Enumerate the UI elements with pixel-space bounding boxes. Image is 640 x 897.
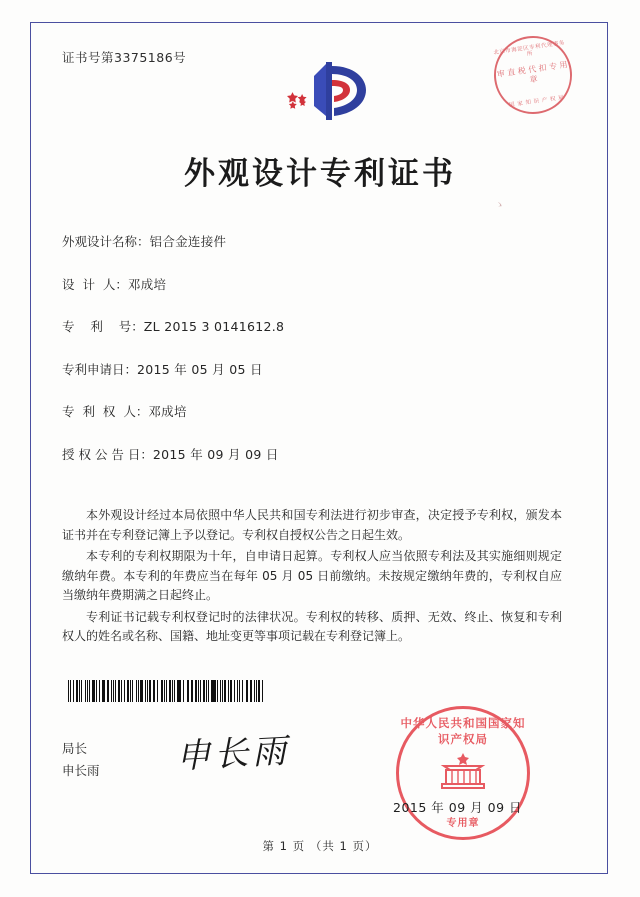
field-value: 铝合金连接件 xyxy=(149,234,227,249)
paragraph-2: 本专利的专利权期限为十年，自申请日起算。专利权人应当依照专利法及其实施细则规定缴纳年费。本专利的年费应当在每年 05 月 05 日前缴纳。未按规定缴纳年费的，专利权自应当缴纳年费期满之日起终止。 xyxy=(62,549,562,602)
agency-stamp-ring-text: 北京市海淀区专利代理事务所 xyxy=(493,40,566,58)
legal-text-block xyxy=(62,506,562,649)
national-stamp xyxy=(396,706,530,840)
field-label: 授 权 公 告 日： xyxy=(62,446,153,462)
agency-stamp-mid-text: 审 直 税 代 扣 专 用 章 xyxy=(496,60,569,85)
signature-labels xyxy=(62,738,100,782)
sipo-logo-icon xyxy=(276,58,372,130)
field-application-date xyxy=(62,360,562,378)
certificate-number: 证书号第3375186号 xyxy=(62,50,187,65)
paragraph-1: 本外观设计经过本局依照中华人民共和国专利法进行初步审查，决定授予专利权，颁发本证书并在专利登记簿上予以登记。专利权自授权公告之日起生效。 xyxy=(62,508,562,542)
field-patentee xyxy=(62,402,562,420)
field-value: 邓成培 xyxy=(148,404,187,419)
national-stamp-top-text: 中华人民共和国国家知识产权局 xyxy=(400,716,526,746)
national-emblem-icon xyxy=(436,750,490,796)
page-footer: 第 1 页 （共 1 页） xyxy=(262,839,378,853)
field-label: 专 利 号： xyxy=(62,319,144,334)
field-grant-announcement-date xyxy=(62,445,562,463)
director-name-label: 申长雨 xyxy=(62,763,100,778)
field-label: 专利申请日： xyxy=(62,361,138,377)
field-value: ZL 2015 3 0141612.8 xyxy=(143,319,285,334)
handwritten-signature: 申长雨 xyxy=(175,731,292,777)
stamp-date: 2015 年 09 月 09 日 xyxy=(393,800,522,815)
field-designer xyxy=(62,275,562,293)
barcode xyxy=(68,680,264,702)
national-stamp-bottom-text: 专用章 xyxy=(446,818,480,829)
fields-list xyxy=(62,232,562,487)
field-label: 专 利 权 人： xyxy=(62,404,149,419)
page-title: 外观设计专利证书 xyxy=(184,156,456,192)
ink-smudge: ゝ xyxy=(494,198,505,211)
field-value: 邓成培 xyxy=(127,276,167,292)
field-value: 2015 年 09 月 09 日 xyxy=(152,446,279,462)
director-title-label: 局长 xyxy=(62,741,88,756)
paragraph-3: 专利证书记载专利权登记时的法律状况。专利权的转移、质押、无效、终止、恢复和专利权人的姓名或名称、国籍、地址变更等事项记载在专利登记簿上。 xyxy=(62,609,562,643)
field-label: 设 计 人： xyxy=(62,276,128,292)
field-label: 外观设计名称： xyxy=(62,234,150,249)
field-value: 2015 年 05 月 05 日 xyxy=(137,361,263,377)
field-patent-number xyxy=(62,317,562,335)
agency-stamp-bottom-text: 国 家 知 识 产 权 局 xyxy=(508,94,565,109)
field-design-name xyxy=(62,232,562,250)
